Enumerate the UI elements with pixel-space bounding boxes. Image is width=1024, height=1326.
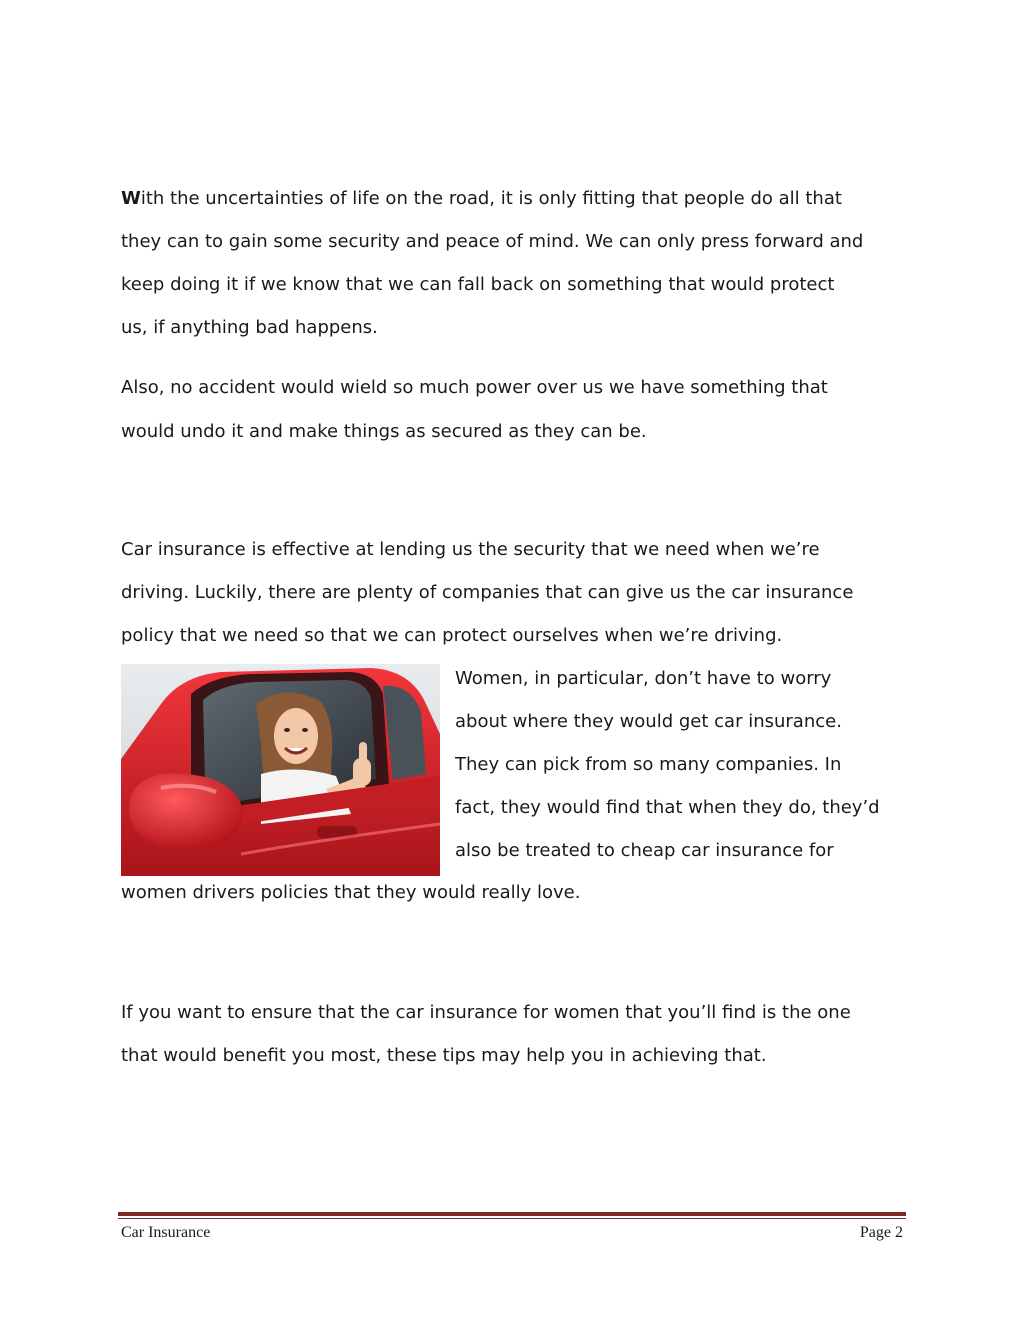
paragraph-4-line-2: that would benefit you most, these tips may help you in achieving that.	[121, 1045, 767, 1066]
paragraph-3-line-4: Women, in particular, don’t have to worry	[455, 668, 832, 689]
paragraph-3-line-7: fact, they would find that when they do, they’d	[455, 797, 880, 818]
paragraph-3-line-9: women drivers policies that they would really love.	[121, 882, 581, 903]
paragraph-1-line-4: us, if anything bad happens.	[121, 317, 378, 338]
car-insurance-photo	[121, 664, 440, 876]
footer-title: Car Insurance	[121, 1224, 211, 1241]
paragraph-2-line-1: Also, no accident would wield so much power over us we have something that	[121, 377, 828, 398]
paragraph-3-line-1: Car insurance is effective at lending us the security that we need when we’re	[121, 539, 820, 560]
paragraph-1-line-3: keep doing it if we know that we can fall back on something that would protect	[121, 274, 835, 295]
footer-rule	[118, 1212, 906, 1216]
page-number: Page 2	[859, 1224, 903, 1241]
text-line: ith the uncertainties of life on the road, it is only fitting that people do all that	[140, 188, 842, 209]
paragraph-3-line-6: They can pick from so many companies. In	[455, 754, 842, 775]
paragraph-2-line-2: would undo it and make things as secured as they can be.	[121, 421, 647, 442]
paragraph-1-line-1	[121, 187, 842, 211]
drop-cap: W	[121, 188, 141, 209]
paragraph-4-line-1: If you want to ensure that the car insurance for women that you’ll find is the one	[121, 1002, 851, 1023]
paragraph-1-line-2: they can to gain some security and peace of mind. We can only press forward and	[121, 231, 864, 252]
paragraph-3-line-5: about where they would get car insurance.	[455, 711, 842, 732]
footer-rule-thin	[118, 1218, 906, 1219]
paragraph-3-line-8: also be treated to cheap car insurance for	[455, 840, 834, 861]
paragraph-3-line-2: driving. Luckily, there are plenty of companies that can give us the car insurance	[121, 582, 854, 603]
paragraph-3-line-3: policy that we need so that we can protect ourselves when we’re driving.	[121, 625, 783, 646]
